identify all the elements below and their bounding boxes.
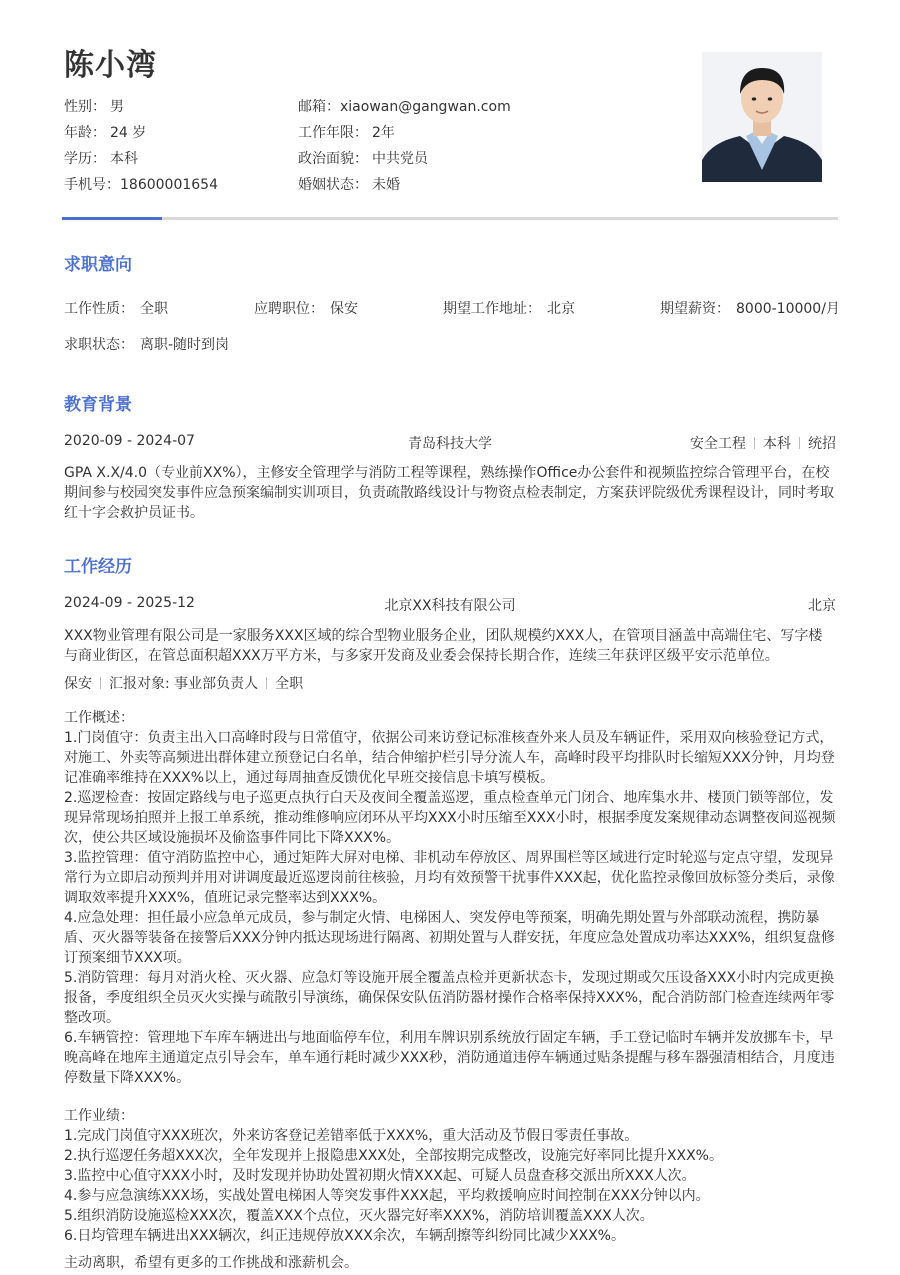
job-salary-value: 8000-10000/月 [736,301,840,317]
phone-row [64,174,218,194]
overview-item: 3.监控管理：值守消防监控中心，通过矩阵大屏对电梯、非机动车停放区、周界围栏等区域进行定时轮巡与定点守望，发现异常行为立即启动预判并用对讲调度最近巡逻岗前往核验，月均有效预警干扰事件XXX起，优化监控录像回放标签分类后，录像调取效率提升XXX%，值班记录完整率达到XXX%。 [64,850,835,906]
work-role: 保安 [64,676,92,692]
tag-separator [754,437,755,449]
gender-row [64,96,124,116]
achievement-item: 5.组织消防设施巡检XXX次，覆盖XXX个点位，灭火器完好率XXX%，消防培训覆盖XXX人次。 [64,1208,654,1224]
age-label: 年龄： [64,125,106,141]
job-status [64,334,229,354]
work-overview-block [64,708,836,1088]
header-divider [62,217,838,220]
school-name: 青岛科技大学 [408,436,492,452]
marital-row [298,174,400,194]
work-period: 2024-09 - 2025-12 [64,595,195,611]
tag-separator [799,437,800,449]
job-salary-label: 期望薪资： [660,301,730,317]
job-type-value: 全职 [140,301,168,317]
gender-value: 男 [110,99,124,115]
political-row [298,148,428,168]
years-label: 工作年限： [298,125,368,141]
section-title-work: 工作经历 [64,557,132,577]
candidate-name: 陈小湾 [64,48,157,83]
education-period: 2020-09 - 2024-07 [64,433,195,449]
job-location-label: 期望工作地址： [443,301,541,317]
section-title-intent: 求职意向 [64,255,132,275]
job-type-label: 工作性质： [64,301,134,317]
leave-reason: 主动离职，希望有更多的工作挑战和涨薪机会。 [64,1255,358,1271]
education-description: GPA X.X/4.0（专业前XX%），主修安全管理学与消防工程等课程，熟练操作Office办公套件和视频监控综合管理平台，在校期间参与校园突发事件应急预案编制实训项目，负责疏散路线设计与物资点检表制定，方案获评院级优秀课程设计，同时考取红十字会救护员证书。 [64,465,834,521]
work-report-to: 汇报对象: 事业部负责人 [109,676,259,692]
job-position-value: 保安 [330,301,358,317]
education-row [64,148,138,168]
job-location [443,298,575,318]
achievement-item: 3.监控中心值守XXX小时，及时发现并协助处置初期火情XXX起、可疑人员盘查移交派出所XXX人次。 [64,1168,696,1184]
email-row [298,96,511,116]
phone-value: 18600001654 [120,177,218,193]
achievement-item: 4.参与应急演练XXX场，实战处置电梯困人等突发事件XXX起，平均救援响应时间控制在XXX分钟以内。 [64,1188,710,1204]
education-tags [600,433,836,453]
marital-value: 未婚 [372,177,400,193]
overview-label: 工作概述： [64,710,134,726]
job-salary [660,298,840,318]
overview-item: 5.消防管理：每月对消火栓、灭火器、应急灯等设施开展全覆盖点检并更新状态卡，发现过期或欠压设备XXX小时内完成更换报备，季度组织全员灭火实操与疏散引导演练，确保保安队伍消防器材操作合格率保持XXX%，配合消防部门检查连续两年零整改项。 [64,970,835,1026]
email-value: xiaowan@gangwan.com [340,99,511,115]
degree: 本科 [763,436,791,452]
person-avatar-icon [702,52,822,182]
work-achievements-block [64,1106,836,1246]
job-type [64,298,168,318]
political-value: 中共党员 [372,151,428,167]
company-name: 北京XX科技有限公司 [384,598,516,614]
gender-label: 性别： [64,99,106,115]
study-mode: 统招 [808,436,836,452]
age-value: 24 岁 [110,125,147,141]
overview-item: 1.门岗值守：负责主出入口高峰时段与日常值守，依据公司来访登记标准核查外来人员及车辆证件，采用双向核验登记方式，对施工、外卖等高频进出群体建立预登记白名单，结合伸缩护栏引导分流人车，高峰时段平均排队时长缩短XXX分钟，月均登记准确率维持在XXX%以上，通过每周抽查反馈优化早班交接信息卡填写模板。 [64,730,835,786]
job-status-value: 离职-随时到岗 [140,337,230,353]
divider-accent [62,217,162,220]
meta-separator [266,677,267,689]
phone-label: 手机号： [64,177,120,193]
major: 安全工程 [690,436,746,452]
job-position-label: 应聘职位： [254,301,324,317]
achievement-item: 2.执行巡逻任务超XXX次，全年发现并上报隐患XXX处，全部按期完成整改，设施完好率同比提升XXX%。 [64,1148,723,1164]
education-label: 学历： [64,151,106,167]
job-status-label: 求职状态： [64,337,134,353]
work-job-type: 全职 [275,676,304,692]
section-title-education: 教育背景 [64,395,132,415]
company-description: XXX物业管理有限公司是一家服务XXX区域的综合型物业服务企业，团队规模约XXX人，在管项目涵盖中高端住宅、写字楼与商业街区，在管总面积超XXX万平方米，与多家开发商及业委会保持长期合作，连续三年获评区级平安示范单位。 [64,628,823,664]
achievement-item: 6.日均管理车辆进出XXX辆次，纠正违规停放XXX余次，车辆刮擦等纠纷同比减少XXX%。 [64,1228,625,1244]
meta-separator [100,677,101,689]
achievements-label: 工作业绩： [64,1108,134,1124]
political-label: 政治面貌： [298,151,368,167]
work-meta [64,673,303,693]
email-label: 邮箱： [298,99,340,115]
overview-item: 6.车辆管控：管理地下车库车辆进出与地面临停车位，利用车牌识别系统放行固定车辆，手工登记临时车辆并发放挪车卡，早晚高峰在地库主通道定点引导会车，单车通行耗时减少XXX秒，消防通道违停车辆通过贴条提醒与移车器强清相结合，月度违停数量下降XXX%。 [64,1030,835,1086]
achievement-item: 1.完成门岗值守XXX班次，外来访客登记差错率低于XXX%，重大活动及节假日零责任事故。 [64,1128,639,1144]
education-value: 本科 [110,151,138,167]
age-row [64,122,146,142]
job-position [254,298,358,318]
years-row [298,122,395,142]
overview-item: 4.应急处理：担任最小应急单元成员，参与制定火情、电梯困人、突发停电等预案，明确先期处置与外部联动流程，携防暴盾、灭火器等装备在接警后XXX分钟内抵达现场进行隔离、初期处置与人群安抚，年度应急处置成功率达XXX%，组织复盘修订预案细节XXX项。 [64,910,835,966]
profile-photo [702,52,822,182]
marital-label: 婚姻状态： [298,177,368,193]
work-city: 北京 [808,598,836,614]
overview-item: 2.巡逻检查：按固定路线与电子巡更点执行白天及夜间全覆盖巡逻，重点检查单元门闭合、地库集水井、楼顶门锁等部位，发现异常现场拍照并上报工单系统，推动维修响应闭环从平均XXX小时压缩至XXX小时，根据季度发案规律动态调整夜间巡视频次，使公共区域设施损坏及偷盗事件同比下降XXX%。 [64,790,836,846]
job-location-value: 北京 [547,301,575,317]
years-value: 2年 [372,125,395,141]
